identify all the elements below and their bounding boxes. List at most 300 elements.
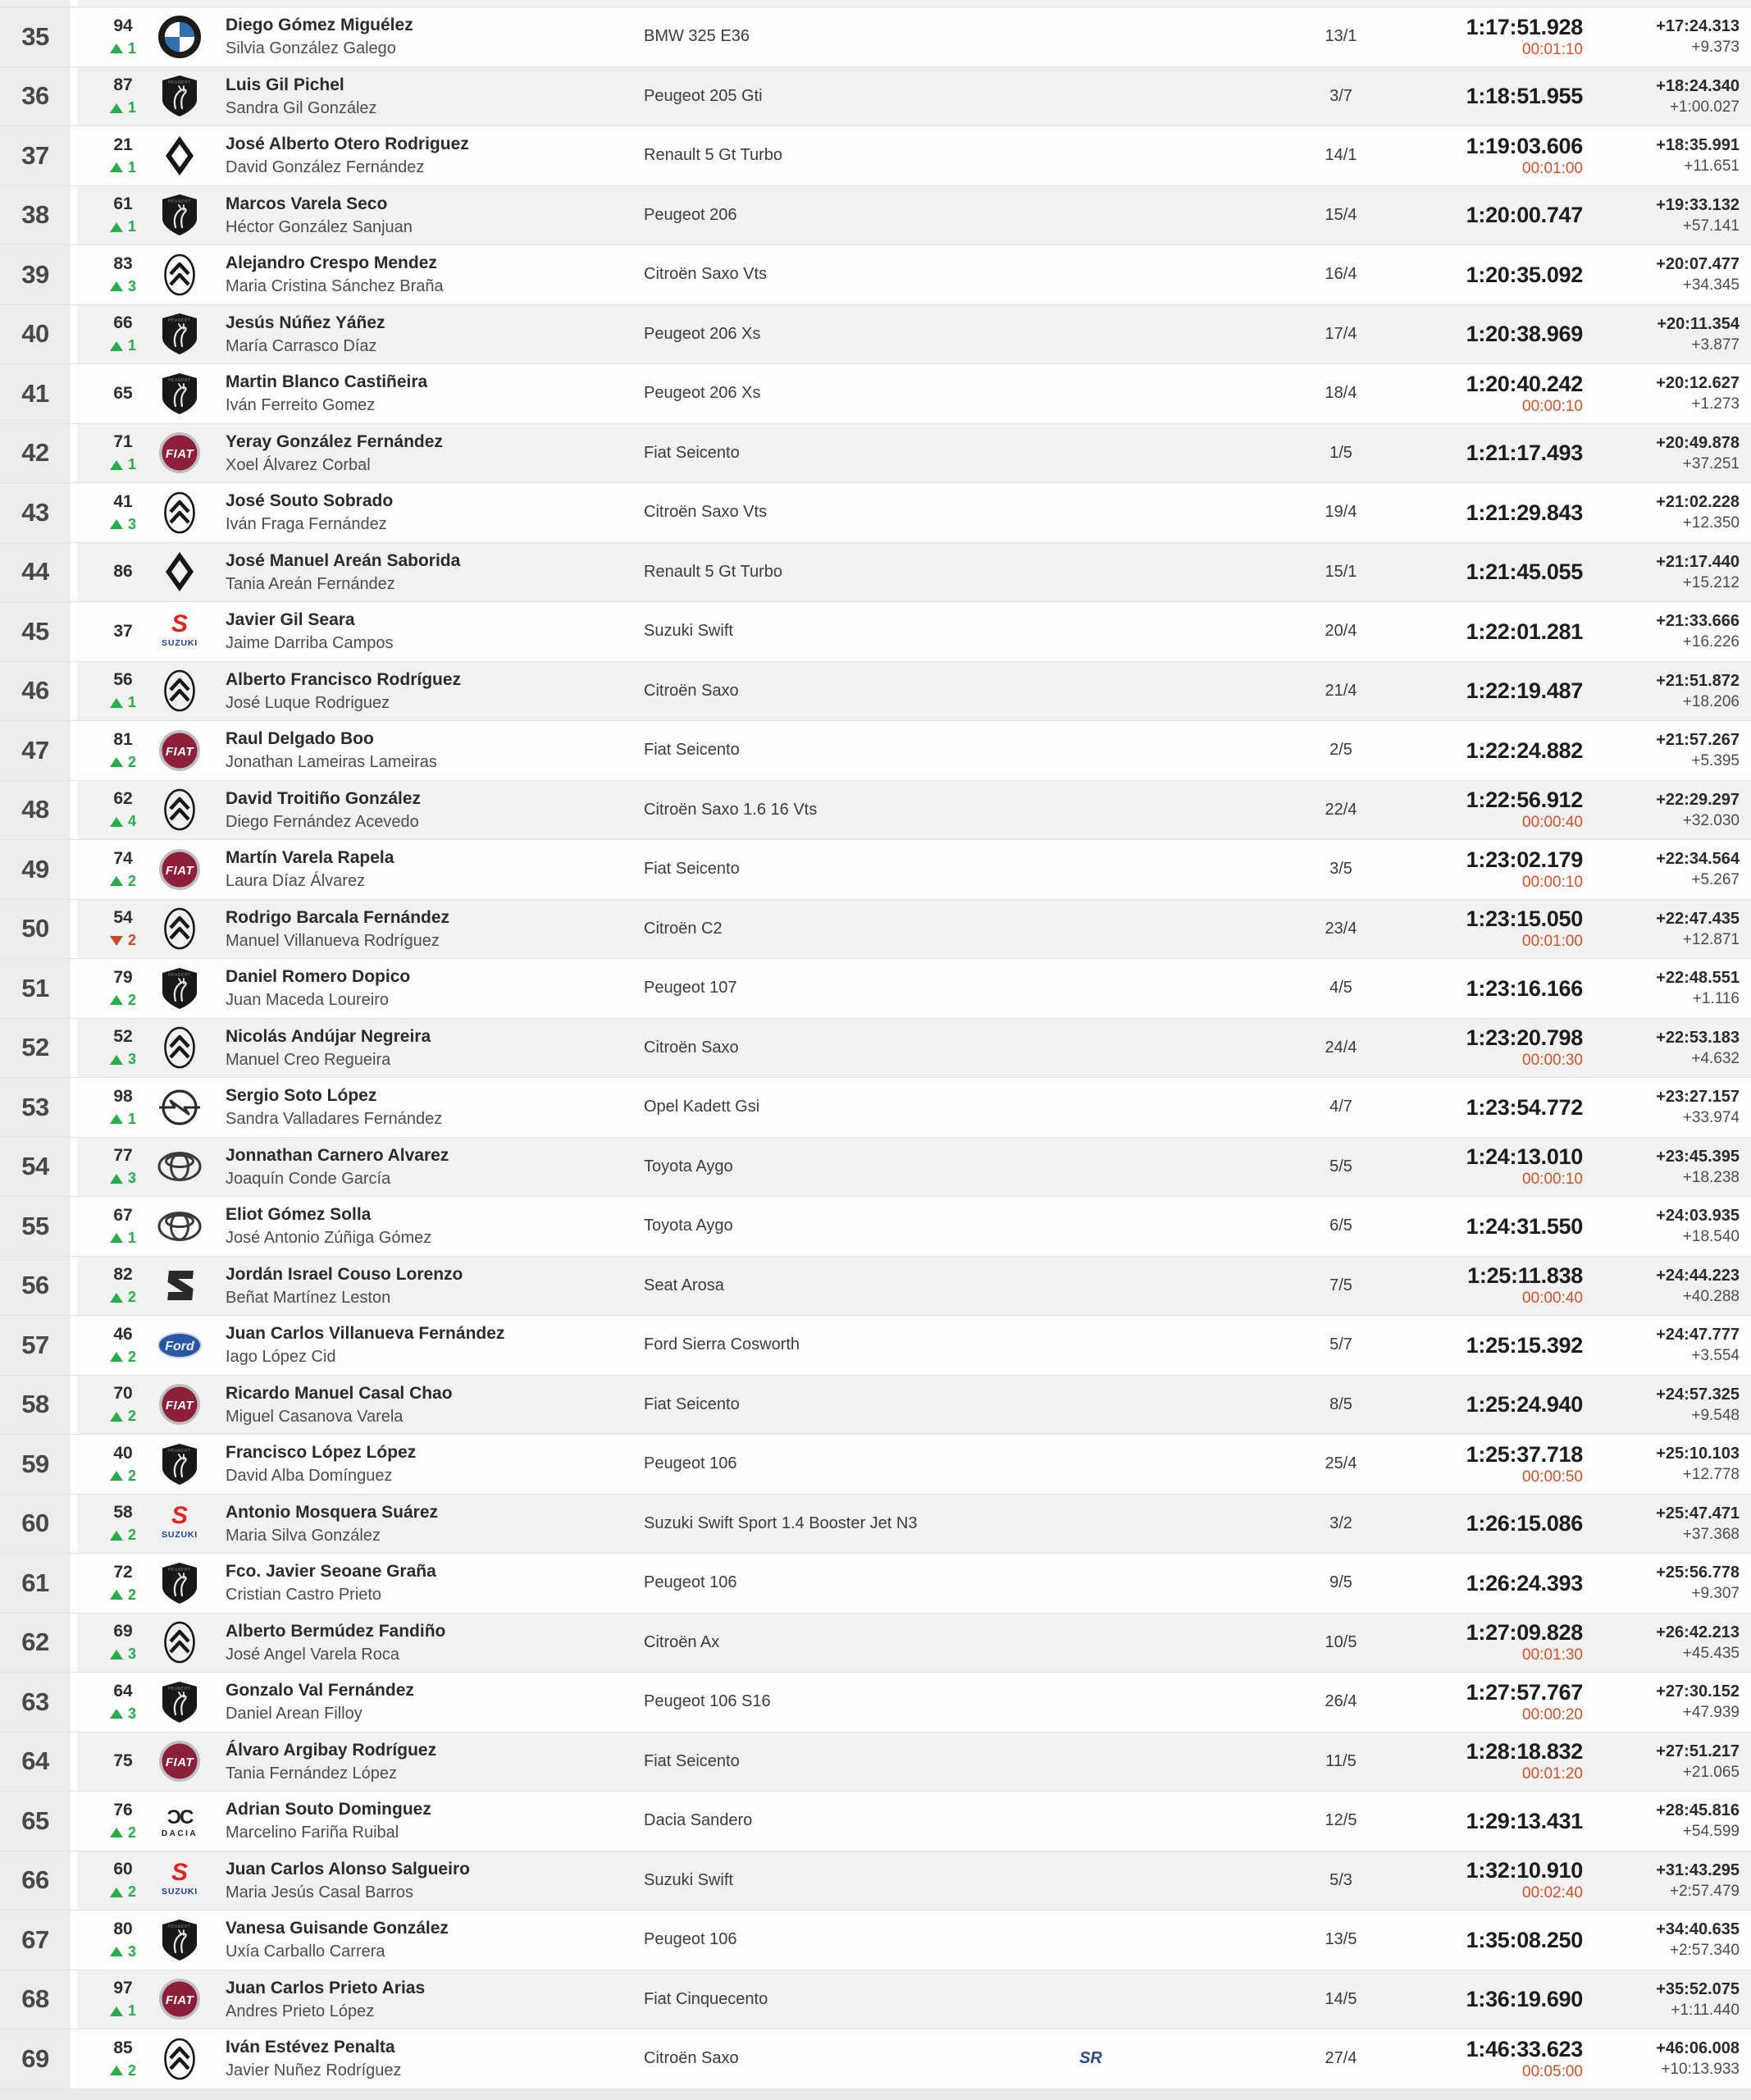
driver-name: Marcos Varela Seco	[226, 194, 388, 213]
svg-text:SUZUKI: SUZUKI	[162, 1530, 198, 1541]
position-change-value: 3	[127, 1646, 136, 1663]
position-change-value: 1	[127, 39, 136, 57]
car-number: 61	[113, 194, 133, 214]
position-change-value: 2	[127, 1408, 136, 1425]
result-row[interactable]	[0, 900, 1751, 960]
class-position: 9/5	[1329, 1573, 1352, 1592]
position-cell	[0, 1257, 77, 1316]
result-row[interactable]	[0, 1970, 1751, 2030]
dacia-logo	[156, 1792, 203, 1851]
car-number: 54	[113, 908, 133, 928]
car-model: Peugeot 205 Gti	[644, 86, 763, 105]
position-cell	[0, 1376, 77, 1435]
gap-to-previous: +2:57.479	[1669, 1882, 1740, 1900]
result-row[interactable]	[0, 67, 1751, 127]
gap-to-leader: +21:57.267	[1656, 731, 1740, 750]
gap-to-leader: +22:34.564	[1656, 850, 1740, 869]
arrow-icon	[110, 1828, 123, 1838]
car-number-block	[92, 959, 154, 1018]
car-model: Citroën Ax	[644, 1632, 720, 1651]
total-time: 1:27:09.828	[1466, 1620, 1583, 1646]
gap-to-previous: +9.373	[1691, 39, 1740, 57]
gap-to-previous: +10:13.933	[1661, 2061, 1740, 2079]
car-number: 74	[113, 848, 133, 868]
crew-names	[226, 305, 619, 364]
gap-block	[1592, 1851, 1740, 1911]
position-cell	[0, 1792, 77, 1851]
class-position: 12/5	[1325, 1811, 1357, 1830]
car-number: 80	[113, 1919, 133, 1938]
position: 67	[21, 1924, 49, 1954]
position-change	[110, 1586, 136, 1604]
codriver-name: Tania Fernández López	[226, 1764, 398, 1783]
gap-to-previous: +57.141	[1682, 217, 1740, 235]
position-cell	[0, 186, 77, 245]
gap-block	[1592, 186, 1740, 245]
result-row[interactable]	[0, 1078, 1751, 1138]
position: 69	[21, 2043, 49, 2073]
result-row[interactable]	[0, 483, 1751, 543]
time-block	[1353, 602, 1583, 661]
time-block	[1353, 1078, 1583, 1137]
total-time: 1:29:13.431	[1466, 1808, 1583, 1833]
time-block	[1353, 721, 1583, 780]
arrow-icon	[110, 1174, 123, 1184]
codriver-name: Uxía Carballo Carrera	[226, 1942, 385, 1961]
position-change-value: 1	[127, 694, 136, 711]
seat-logo	[156, 1257, 203, 1316]
total-time: 1:20:40.242	[1466, 371, 1583, 396]
position-cell	[0, 1435, 77, 1494]
codriver-name: Maria Cristina Sánchez Braña	[226, 277, 444, 296]
position-cell	[0, 1911, 77, 1970]
result-row[interactable]	[0, 1316, 1751, 1376]
result-row[interactable]	[0, 424, 1751, 484]
crew-names	[226, 1376, 619, 1435]
gap-to-leader: +22:29.297	[1656, 790, 1740, 809]
result-row[interactable]	[0, 1732, 1751, 1792]
car-model: Opel Kadett Gsi	[644, 1098, 760, 1116]
opel-logo	[156, 1078, 203, 1137]
position-cell	[0, 1138, 77, 1197]
position-change	[110, 1230, 136, 1247]
driver-name: Ricardo Manuel Casal Chao	[226, 1383, 453, 1403]
codriver-name: José Antonio Zúñiga Gómez	[226, 1229, 432, 1248]
gap-block	[1592, 1554, 1740, 1613]
gap-to-leader: +21:17.440	[1656, 552, 1740, 571]
toyota-logo	[156, 1197, 203, 1256]
arrow-icon	[110, 698, 123, 708]
position-cell	[0, 1851, 77, 1911]
car-number: 52	[113, 1027, 133, 1047]
result-row[interactable]	[0, 186, 1751, 246]
peugeot-logo	[156, 364, 203, 423]
driver-name: Vanesa Guisande González	[226, 1919, 449, 1938]
driver-name: Juan Carlos Villanueva Fernández	[226, 1324, 505, 1344]
position: 50	[21, 914, 49, 943]
result-row[interactable]	[0, 1614, 1751, 1673]
result-row[interactable]	[0, 1138, 1751, 1198]
position-cell	[0, 602, 77, 661]
car-number: 46	[113, 1324, 133, 1344]
position-change	[110, 932, 136, 949]
car-number: 67	[113, 1205, 133, 1225]
result-row[interactable]	[0, 662, 1751, 722]
penalty-time: 00:00:30	[1522, 1052, 1583, 1070]
position: 54	[21, 1152, 49, 1181]
svg-text:FIAT: FIAT	[165, 1399, 194, 1413]
gap-to-previous: +4.632	[1691, 1049, 1740, 1067]
car-number-block	[92, 1554, 154, 1613]
time-block	[1353, 1138, 1583, 1197]
gap-to-previous: +18.206	[1682, 692, 1740, 710]
car-model: Fiat Seicento	[644, 741, 740, 760]
codriver-name: Maria Silva González	[226, 1526, 381, 1545]
car-number-block	[92, 1970, 154, 2029]
car-model: Peugeot 106	[644, 1573, 737, 1592]
previous-row-edge	[0, 0, 1751, 7]
car-number: 69	[113, 1622, 133, 1641]
car-model: Citroën Saxo	[644, 2049, 739, 2068]
citroen-logo	[156, 2029, 203, 2089]
crew-names	[226, 7, 619, 66]
gap-to-previous: +9.307	[1691, 1585, 1740, 1603]
total-time: 1:26:15.086	[1466, 1511, 1583, 1536]
car-number-block	[92, 7, 154, 66]
gap-to-leader: +34:40.635	[1656, 1920, 1740, 1939]
gap-to-previous: +45.435	[1682, 1644, 1740, 1662]
position-change	[110, 1943, 136, 1961]
car-number: 87	[113, 75, 133, 95]
position-change	[110, 1051, 136, 1068]
position-change	[110, 337, 136, 354]
peugeot-logo	[156, 1435, 203, 1494]
result-row[interactable]	[0, 1673, 1751, 1732]
gap-to-leader: +18:24.340	[1656, 76, 1740, 95]
car-model: Peugeot 206 Xs	[644, 324, 761, 343]
time-block	[1353, 305, 1583, 364]
position-cell	[0, 424, 77, 483]
fiat-logo	[156, 424, 203, 483]
gap-block	[1592, 1197, 1740, 1256]
result-row[interactable]	[0, 1019, 1751, 1079]
position-change-value: 4	[127, 813, 136, 830]
citroen-logo	[156, 245, 203, 304]
total-time: 1:25:24.940	[1466, 1392, 1583, 1418]
class-position: 26/4	[1325, 1692, 1357, 1711]
position-cell	[0, 1316, 77, 1375]
gap-block	[1592, 1019, 1740, 1078]
position: 48	[21, 795, 49, 824]
result-row[interactable]	[0, 781, 1751, 841]
driver-name: Yeray González Fernández	[226, 431, 443, 451]
svg-text:S: S	[171, 609, 189, 637]
total-time: 1:22:19.487	[1466, 678, 1583, 704]
result-row[interactable]	[0, 364, 1751, 424]
penalty-time: 00:00:20	[1522, 1705, 1583, 1723]
result-row[interactable]	[0, 1376, 1751, 1436]
arrow-icon	[110, 1055, 123, 1065]
peugeot-logo	[156, 1911, 203, 1970]
gap-to-previous: +3.554	[1691, 1347, 1740, 1365]
car-number-block	[92, 1019, 154, 1078]
gap-to-previous: +1.116	[1692, 990, 1740, 1008]
car-model: Fiat Seicento	[644, 443, 740, 462]
gap-to-leader: +20:12.627	[1656, 374, 1740, 393]
bmw-logo	[156, 7, 203, 66]
car-model: Peugeot 106	[644, 1454, 737, 1473]
toyota-logo	[156, 1138, 203, 1197]
result-row[interactable]	[0, 305, 1751, 365]
citroen-logo	[156, 781, 203, 840]
gap-to-previous: +2:57.340	[1669, 1942, 1740, 1960]
result-row[interactable]	[0, 1495, 1751, 1554]
gap-to-previous: +9.548	[1691, 1406, 1740, 1424]
car-model: Ford Sierra Cosworth	[644, 1335, 800, 1354]
gap-to-leader: +25:47.471	[1656, 1504, 1740, 1522]
position-change	[110, 1705, 136, 1723]
class-position: 19/4	[1325, 503, 1357, 522]
penalty-time: 00:01:00	[1522, 933, 1583, 951]
result-row[interactable]	[0, 1792, 1751, 1851]
position-cell	[0, 364, 77, 423]
position-change-value: 2	[127, 872, 136, 889]
class-position: 15/1	[1325, 562, 1357, 581]
driver-name: Alejandro Crespo Mendez	[226, 253, 437, 273]
result-row[interactable]	[0, 721, 1751, 781]
position: 43	[21, 497, 49, 527]
car-number: 81	[113, 729, 133, 749]
total-time: 1:35:08.250	[1466, 1927, 1583, 1952]
gap-to-previous: +37.368	[1682, 1525, 1740, 1543]
result-row[interactable]	[0, 1435, 1751, 1495]
driver-name: Antonio Mosquera Suárez	[226, 1502, 439, 1522]
arrow-icon	[110, 1352, 123, 1362]
result-row[interactable]	[0, 959, 1751, 1019]
driver-name: Juan Carlos Prieto Arias	[226, 1978, 426, 1997]
result-row[interactable]	[0, 1257, 1751, 1317]
penalty-time: 00:00:50	[1522, 1468, 1583, 1486]
position: 42	[21, 438, 49, 468]
penalty-time: 00:01:10	[1522, 40, 1583, 58]
arrow-icon	[110, 757, 123, 767]
car-number-block	[92, 721, 154, 780]
codriver-name: Jonathan Lameiras Lameiras	[226, 753, 437, 772]
result-row[interactable]	[0, 245, 1751, 305]
position-change	[110, 516, 136, 533]
position: 36	[21, 81, 49, 111]
time-block	[1353, 543, 1583, 602]
car-number-block	[92, 1732, 154, 1792]
driver-name: Jesús Núñez Yáñez	[226, 313, 385, 332]
car-model: Suzuki Swift	[644, 622, 733, 641]
car-model: Peugeot 106 S16	[644, 1692, 771, 1711]
fiat-logo	[156, 840, 203, 899]
penalty-time: 00:01:30	[1522, 1646, 1583, 1664]
position-cell	[0, 1970, 77, 2029]
gap-block	[1592, 1732, 1740, 1792]
gap-to-previous: +12.350	[1682, 514, 1740, 532]
car-number: 82	[113, 1265, 133, 1285]
peugeot-logo	[156, 305, 203, 364]
position-change	[110, 2062, 136, 2079]
class-position: 13/5	[1325, 1930, 1357, 1949]
arrow-icon	[110, 341, 123, 351]
driver-name: Martin Blanco Castiñeira	[226, 372, 428, 392]
gap-to-leader: +24:03.935	[1656, 1207, 1740, 1226]
crew-names	[226, 840, 619, 899]
car-model: Peugeot 206 Xs	[644, 384, 761, 403]
svg-text:Ford: Ford	[165, 1339, 194, 1354]
car-number: 85	[113, 2038, 133, 2057]
class-position: 13/1	[1325, 27, 1357, 46]
result-row[interactable]	[0, 1851, 1751, 1911]
class-position: 5/3	[1329, 1870, 1352, 1889]
result-row[interactable]	[0, 1554, 1751, 1614]
car-model: Peugeot 206	[644, 205, 737, 224]
time-block	[1353, 1435, 1583, 1494]
driver-name: Álvaro Argibay Rodríguez	[226, 1740, 437, 1760]
driver-name: Gonzalo Val Fernández	[226, 1681, 414, 1701]
position: 60	[21, 1509, 49, 1538]
gap-to-leader: +35:52.075	[1656, 1979, 1740, 1998]
class-position: 4/7	[1329, 1098, 1352, 1116]
position-change-value: 3	[127, 1051, 136, 1068]
total-time: 1:22:56.912	[1466, 788, 1583, 813]
gap-to-leader: +20:11.354	[1657, 314, 1740, 333]
class-position: 24/4	[1325, 1038, 1357, 1057]
gap-block	[1592, 305, 1740, 364]
position-change	[110, 1646, 136, 1663]
time-block	[1353, 1376, 1583, 1435]
gap-block	[1592, 662, 1740, 721]
result-row[interactable]	[0, 543, 1751, 603]
arrow-icon	[110, 2006, 123, 2016]
penalty-time: 00:00:40	[1522, 1290, 1583, 1308]
result-row[interactable]	[0, 2029, 1751, 2089]
car-model: Fiat Seicento	[644, 1751, 740, 1770]
class-position: 15/4	[1325, 205, 1357, 224]
position: 37	[21, 140, 49, 170]
driver-name: Fco. Javier Seoane Graña	[226, 1562, 436, 1582]
svg-text:PEUGEOT: PEUGEOT	[168, 377, 191, 382]
total-time: 1:21:29.843	[1466, 500, 1583, 525]
gap-to-previous: +21.065	[1682, 1763, 1740, 1781]
time-block	[1353, 1197, 1583, 1256]
result-row[interactable]	[0, 7, 1751, 67]
arrow-icon	[110, 1471, 123, 1481]
total-time: 1:20:35.092	[1466, 262, 1583, 287]
renault-logo	[156, 543, 203, 602]
gap-block	[1592, 7, 1740, 66]
arrow-icon	[110, 1233, 123, 1243]
svg-text:PEUGEOT: PEUGEOT	[168, 1567, 191, 1572]
gap-block	[1592, 959, 1740, 1018]
driver-name: Martín Varela Rapela	[226, 848, 394, 868]
gap-to-leader: +22:47.435	[1656, 909, 1740, 928]
arrow-icon	[110, 281, 123, 291]
arrow-icon	[110, 1114, 123, 1124]
codriver-name: Manuel Creo Regueira	[226, 1050, 391, 1069]
gap-to-previous: +54.599	[1682, 1823, 1740, 1841]
fiat-logo	[156, 1376, 203, 1435]
car-number-block	[92, 245, 154, 304]
position-change	[110, 1289, 136, 1306]
position-change-value: 2	[127, 1467, 136, 1484]
position-cell	[0, 1197, 77, 1256]
position: 66	[21, 1865, 49, 1895]
car-number-block	[92, 1614, 154, 1673]
driver-name: Iván Estévez Penalta	[226, 2038, 395, 2057]
position: 51	[21, 973, 49, 1002]
driver-name: Jonnathan Carnero Alvarez	[226, 1145, 449, 1165]
svg-text:FIAT: FIAT	[165, 744, 194, 759]
total-time: 1:22:01.281	[1466, 619, 1583, 644]
result-row[interactable]	[0, 1911, 1751, 1970]
class-position: 6/5	[1329, 1217, 1352, 1235]
total-time: 1:25:11.838	[1467, 1263, 1583, 1289]
result-row[interactable]	[0, 602, 1751, 662]
position-cell	[0, 1495, 77, 1554]
result-row[interactable]	[0, 126, 1751, 186]
class-position: 16/4	[1325, 265, 1357, 284]
position-change	[110, 278, 136, 295]
position: 47	[21, 735, 49, 765]
svg-text:PEUGEOT: PEUGEOT	[168, 972, 191, 977]
position-cell	[0, 1019, 77, 1078]
position-cell	[0, 721, 77, 780]
driver-name: Sergio Soto López	[226, 1086, 377, 1106]
car-number-block	[92, 1851, 154, 1911]
codriver-name: Xoel Álvarez Corbal	[226, 455, 371, 474]
codriver-name: Laura Díaz Álvarez	[226, 872, 366, 891]
car-number: 58	[113, 1503, 133, 1522]
gap-to-previous: +37.251	[1682, 454, 1740, 472]
position-cell	[0, 126, 77, 185]
position-change	[110, 159, 136, 176]
class-position: 3/7	[1329, 86, 1352, 105]
gap-to-leader: +25:10.103	[1656, 1445, 1740, 1463]
position-change	[110, 1408, 136, 1425]
codriver-name: Javier Nuñez Rodríguez	[226, 2061, 402, 2080]
car-model: Fiat Seicento	[644, 1395, 740, 1413]
position-cell	[0, 483, 77, 542]
car-number: 71	[113, 432, 133, 452]
crew-names	[226, 1257, 619, 1316]
position-change-value: 2	[127, 1527, 136, 1544]
arrow-icon	[110, 876, 123, 886]
crew-names	[226, 1911, 619, 1970]
car-model: Citroën Saxo Vts	[644, 503, 768, 522]
gap-to-leader: +17:24.313	[1656, 17, 1740, 36]
result-row[interactable]	[0, 840, 1751, 900]
crew-names	[226, 1614, 619, 1673]
codriver-name: Maria Jesús Casal Barros	[226, 1883, 413, 1901]
penalty-time: 00:02:40	[1522, 1884, 1583, 1902]
penalty-time: 00:01:00	[1522, 159, 1583, 177]
position-change-value: 2	[127, 1824, 136, 1841]
crew-names	[226, 1851, 619, 1911]
time-block	[1353, 662, 1583, 721]
driver-name: Juan Carlos Alonso Salgueiro	[226, 1859, 470, 1879]
result-row[interactable]	[0, 1197, 1751, 1257]
total-time: 1:32:10.910	[1466, 1858, 1583, 1883]
driver-name: José Alberto Otero Rodriguez	[226, 135, 469, 154]
car-number-block	[92, 424, 154, 483]
total-time: 1:21:17.493	[1466, 441, 1583, 466]
position-change-value: 2	[127, 932, 136, 949]
position: 53	[21, 1092, 49, 1121]
